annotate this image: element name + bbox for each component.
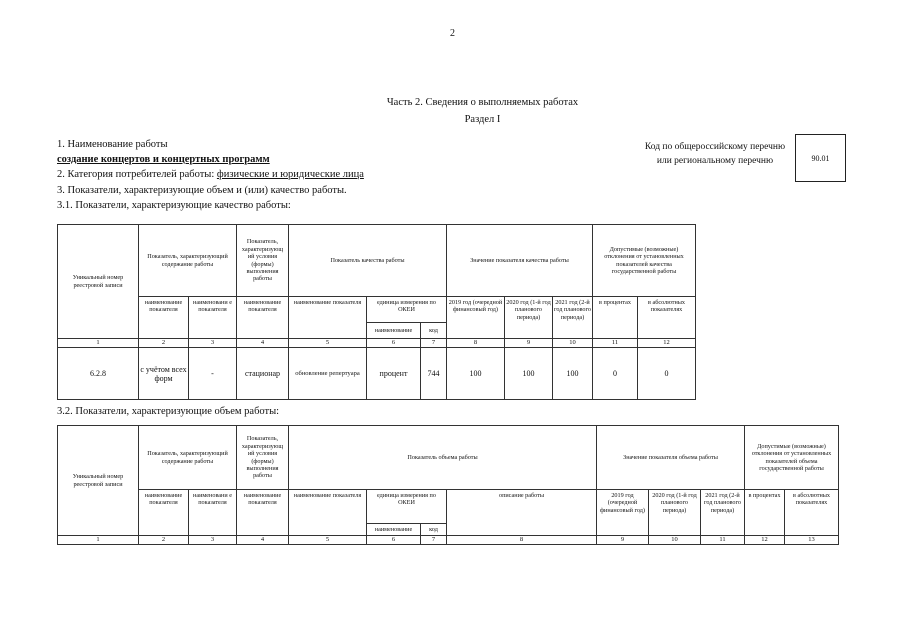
h-value: Значение показателя качества работы	[447, 225, 593, 297]
code-value: 90.01	[811, 153, 830, 163]
col-num: 10	[553, 339, 593, 348]
col-num: 11	[593, 339, 638, 348]
col-num: 12	[745, 536, 785, 545]
s-y2020: 2020 год (1-й год планового периода)	[505, 297, 553, 339]
s-y2021: 2021 год (2-й год планового периода)	[553, 297, 593, 339]
s-unit-name: наименование	[367, 323, 421, 339]
s-name1: наименование показателя	[139, 297, 189, 339]
h-deviation: Допустимые (возможные) отклонения от установленных показателей объема государственной работы	[745, 426, 839, 490]
col-num: 1	[58, 536, 139, 545]
col-num: 12	[638, 339, 696, 348]
col-num: 4	[237, 536, 289, 545]
col-num: 7	[421, 536, 447, 545]
item3-label: 3. Показатели, характеризующие объем и (или) качество работы.	[57, 185, 347, 196]
col-num: 2	[139, 339, 189, 348]
consumers-line	[57, 169, 364, 180]
item31-label: 3.1. Показатели, характеризующие качество работы:	[57, 200, 291, 211]
col-num: 9	[505, 339, 553, 348]
col-num: 7	[421, 339, 447, 348]
work-name: создание концертов и концертных программ	[57, 154, 270, 165]
cell-unit: процент	[367, 348, 421, 400]
s-description: описание работы	[447, 490, 597, 536]
item32-label: 3.2. Показатели, характеризующие объем работы:	[57, 406, 280, 417]
h-unique: Уникальный номер реестровой записи	[58, 426, 139, 536]
cell-code: 744	[421, 348, 447, 400]
s-name3: наименование показателя	[237, 297, 289, 339]
col-num: 3	[189, 339, 237, 348]
col-num: 11	[701, 536, 745, 545]
h-conditions: Показатель, характеризующ ий условия (формы) выполнения работы	[237, 426, 289, 490]
h-quality: Показатель качества работы	[289, 225, 447, 297]
page-number: 2	[450, 28, 455, 39]
col-num: 4	[237, 339, 289, 348]
part-title: Часть 2. Сведения о выполняемых работах	[386, 97, 579, 108]
h-deviation: Допустимые (возможные) отклонения от установленных показателей качества государственной работы	[593, 225, 696, 297]
cell-content2: -	[189, 348, 237, 400]
cell-v2019: 100	[447, 348, 505, 400]
s-percent: в процентах	[593, 297, 638, 339]
s-absolute: в абсолютных показателях	[785, 490, 839, 536]
s-name4: наименование показателя	[289, 490, 367, 536]
table-row	[58, 348, 696, 400]
col-num: 8	[447, 339, 505, 348]
col-num: 6	[367, 339, 421, 348]
col-num: 3	[189, 536, 237, 545]
cell-dev-percent: 0	[593, 348, 638, 400]
col-num: 1	[58, 339, 139, 348]
cell-v2020: 100	[505, 348, 553, 400]
col-num: 6	[367, 536, 421, 545]
s-unit-name: наименование	[367, 524, 421, 536]
cell-dev-abs: 0	[638, 348, 696, 400]
cell-condition: стационар	[237, 348, 289, 400]
s-name3: наименование показателя	[237, 490, 289, 536]
h-value: Значение показателя объема работы	[597, 426, 745, 490]
s-name1: наименование показателя	[139, 490, 189, 536]
h-volume: Показатель объема работы	[289, 426, 597, 490]
col-num: 5	[289, 339, 367, 348]
col-num: 8	[447, 536, 597, 545]
s-y2019: 2019 год (очередной финансовый год)	[597, 490, 649, 536]
h-content: Показатель, характеризующий содержание работы	[139, 225, 237, 297]
col-num: 13	[785, 536, 839, 545]
consumers-value: физические и юридические лица	[216, 169, 364, 180]
s-name2: наименовани е показателя	[189, 297, 237, 339]
s-unit-code: код	[421, 323, 447, 339]
volume-table	[57, 425, 839, 545]
consumers-label: 2. Категория потребителей работы:	[57, 169, 217, 180]
s-absolute: в абсолютных показателях	[638, 297, 696, 339]
cell-v2021: 100	[553, 348, 593, 400]
code-label: Код по общероссийскому перечню или региональному перечню	[644, 142, 786, 166]
section-title: Раздел I	[464, 114, 501, 125]
s-unit-code: код	[421, 524, 447, 536]
s-unit: единица измерения по ОКЕИ	[367, 297, 447, 323]
col-num: 10	[649, 536, 701, 545]
s-unit: единица измерения по ОКЕИ	[367, 490, 447, 524]
quality-table	[57, 224, 696, 400]
cell-id: 6.2.8	[58, 348, 139, 400]
s-name2: наименовани е показателя	[189, 490, 237, 536]
s-name4: наименование показателя	[289, 297, 367, 339]
s-y2019: 2019 год (очередной финансовый год)	[447, 297, 505, 339]
col-num: 9	[597, 536, 649, 545]
s-percent: в процентах	[745, 490, 785, 536]
h-unique: Уникальный номер реестровой записи	[58, 225, 139, 339]
code-box	[795, 134, 846, 182]
cell-quality-name: обновление репертуара	[289, 348, 367, 400]
s-y2020: 2020 год (1-й год планового периода)	[649, 490, 701, 536]
col-num: 2	[139, 536, 189, 545]
item1-label: 1. Наименование работы	[57, 139, 168, 150]
col-num: 5	[289, 536, 367, 545]
h-content: Показатель, характеризующий содержание работы	[139, 426, 237, 490]
cell-content1: с учётом всех форм	[139, 348, 189, 400]
h-conditions: Показатель, характеризующ ий условия (формы) выполнения работы	[237, 225, 289, 297]
s-y2021: 2021 год (2-й год планового периода)	[701, 490, 745, 536]
